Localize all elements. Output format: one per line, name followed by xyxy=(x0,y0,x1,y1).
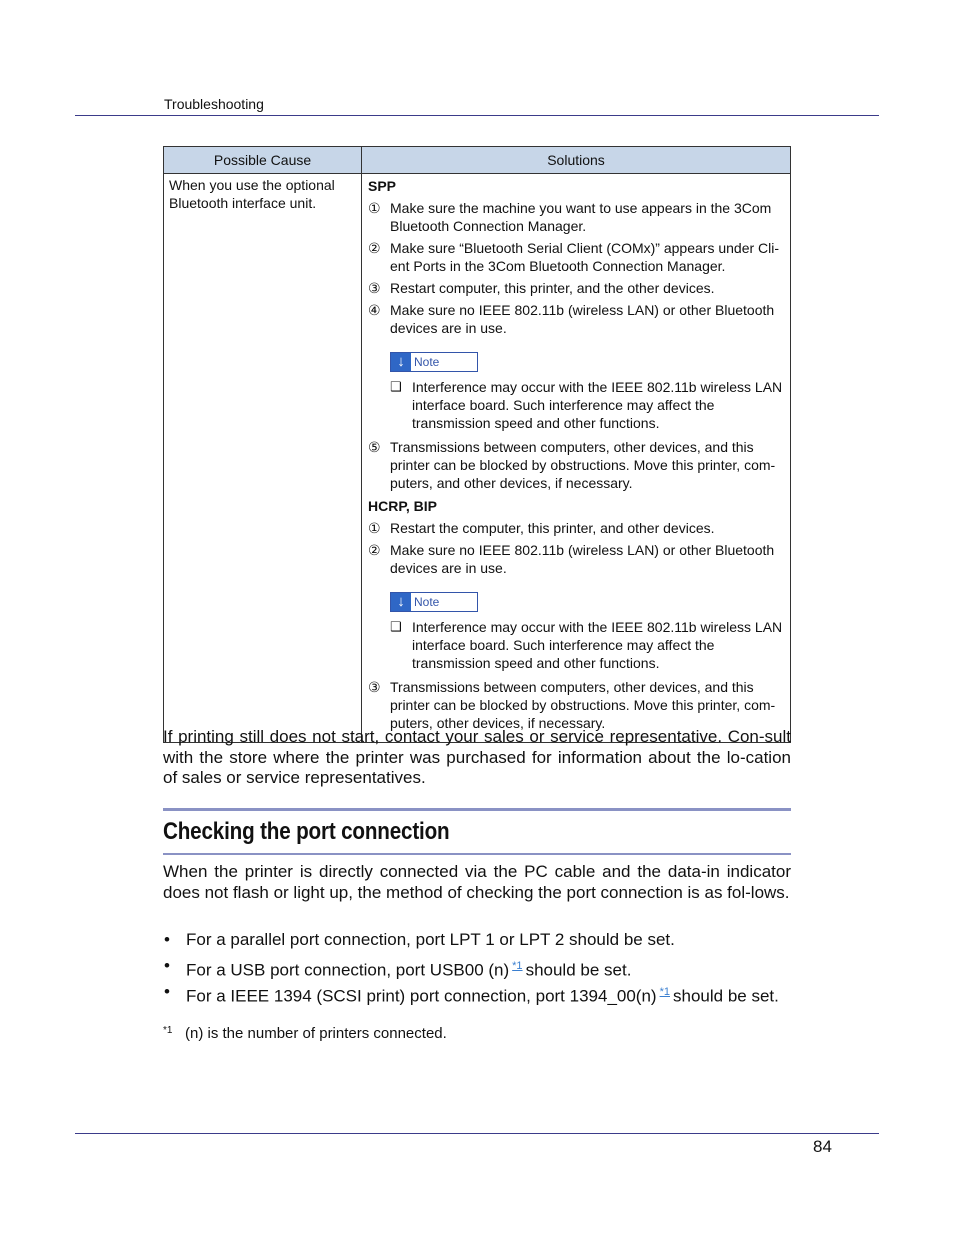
hcrp-step xyxy=(368,519,785,537)
after-table-paragraph: If printing still does not start, contact your sales or service representative. Con-sult with the store where the printer was purchased for information about the lo-cation of sales or service representatives. xyxy=(163,727,791,787)
step-text: Make sure no IEEE 802.11b (wireless LAN) or other Bluetooth devices are in use. xyxy=(390,542,775,576)
footnote-link[interactable]: *1 xyxy=(512,960,523,972)
column-header-cause: Possible Cause xyxy=(164,147,362,174)
footer-rule xyxy=(75,1133,879,1134)
bullet-text-before: For a IEEE 1394 (SCSI print) port connection, port 1394_00(n) xyxy=(186,986,657,1006)
spp-step xyxy=(368,279,785,297)
bullet-icon: • xyxy=(164,930,170,949)
step-number: ③ xyxy=(368,280,381,296)
checkbox-square-icon: ❑ xyxy=(390,619,402,634)
bullet-text-after: should be set. xyxy=(673,986,779,1006)
note-text: Interference may occur with the IEEE 802.11b wireless LAN interface board. Such interference may affect the transmission speed and other functions. xyxy=(412,619,783,671)
note-item xyxy=(390,618,785,672)
step-number: ① xyxy=(368,520,381,536)
bullet-text xyxy=(186,982,791,1007)
step-number: ③ xyxy=(368,679,381,695)
step-text: Restart computer, this printer, and the other devices. xyxy=(390,280,715,296)
list-item xyxy=(163,956,791,981)
note-text: Interference may occur with the IEEE 802.11b wireless LAN interface board. Such interference may affect the transmission speed and other functions. xyxy=(412,379,783,431)
spp-step xyxy=(368,199,785,235)
step-number: ④ xyxy=(368,302,381,318)
section-bottom-rule xyxy=(163,853,791,855)
note-label: Note xyxy=(414,355,440,369)
step-text: Restart the computer, this printer, and other devices. xyxy=(390,520,715,536)
bullet-icon: • xyxy=(164,982,170,1001)
step-number: ⑤ xyxy=(368,439,381,455)
troubleshooting-table xyxy=(163,146,791,743)
bullet-text-after: should be set. xyxy=(525,960,632,980)
bullet-text xyxy=(186,956,791,981)
list-item xyxy=(163,982,791,1007)
step-text: Make sure the machine you want to use appears in the 3Com Bluetooth Connection Manager. xyxy=(390,200,772,234)
header-rule xyxy=(75,115,879,116)
table-row xyxy=(164,174,791,743)
note-label: Note xyxy=(414,595,440,609)
step-number: ① xyxy=(368,200,381,216)
footnote-link[interactable]: *1 xyxy=(659,986,670,998)
note-badge xyxy=(390,352,478,372)
hcrp-step xyxy=(368,541,785,577)
footnote-mark: *1 xyxy=(163,1025,173,1036)
spp-step xyxy=(368,438,785,492)
footnote xyxy=(163,1025,447,1042)
section-top-rule xyxy=(163,808,791,811)
bullet-text: For a parallel port connection, port LPT 1 or LPT 2 should be set. xyxy=(186,930,675,949)
down-arrow-icon: ↓ xyxy=(391,353,411,371)
page-number: 84 xyxy=(813,1137,832,1156)
step-text: Transmissions between computers, other devices, and this printer can be blocked by obstructions. Move this printer, com-puters, other devices, if necessary. xyxy=(390,679,776,731)
spp-step xyxy=(368,301,785,337)
checkbox-square-icon: ❑ xyxy=(390,379,402,394)
note-badge xyxy=(390,592,478,612)
step-text: Make sure “Bluetooth Serial Client (COMx)” appears under Cli-ent Ports in the 3Com Bluetooth Connection Manager. xyxy=(390,240,780,274)
bullet-text-before: For a USB port connection, port USB00 (n) xyxy=(186,960,510,980)
step-number: ② xyxy=(368,542,381,558)
step-text: Make sure no IEEE 802.11b (wireless LAN) or other Bluetooth devices are in use. xyxy=(390,302,775,336)
hcrp-step xyxy=(368,678,785,732)
bullet-icon: • xyxy=(164,956,170,975)
section-intro: When the printer is directly connected via the PC cable and the data-in indicator does not flash or light up, the method of checking the port connection is as fol-lows. xyxy=(163,862,791,902)
column-header-solutions: Solutions xyxy=(362,147,791,174)
note-item xyxy=(390,378,785,432)
list-item xyxy=(163,930,791,951)
footnote-text: (n) is the number of printers connected. xyxy=(185,1025,447,1042)
down-arrow-icon: ↓ xyxy=(391,593,411,611)
hcrp-title: HCRP, BIP xyxy=(368,498,437,514)
cause-cell: When you use the optional Bluetooth interface unit. xyxy=(164,174,362,743)
section-title: Checking the port connection xyxy=(163,818,450,845)
table-header-row xyxy=(164,147,791,174)
step-text: Transmissions between computers, other devices, and this printer can be blocked by obstructions. Move this printer, com-puters, and other devices, if necessary. xyxy=(390,439,776,491)
step-number: ② xyxy=(368,240,381,256)
spp-step xyxy=(368,239,785,275)
solutions-cell xyxy=(362,174,791,743)
running-header: Troubleshooting xyxy=(164,96,264,112)
spp-title: SPP xyxy=(368,178,397,194)
